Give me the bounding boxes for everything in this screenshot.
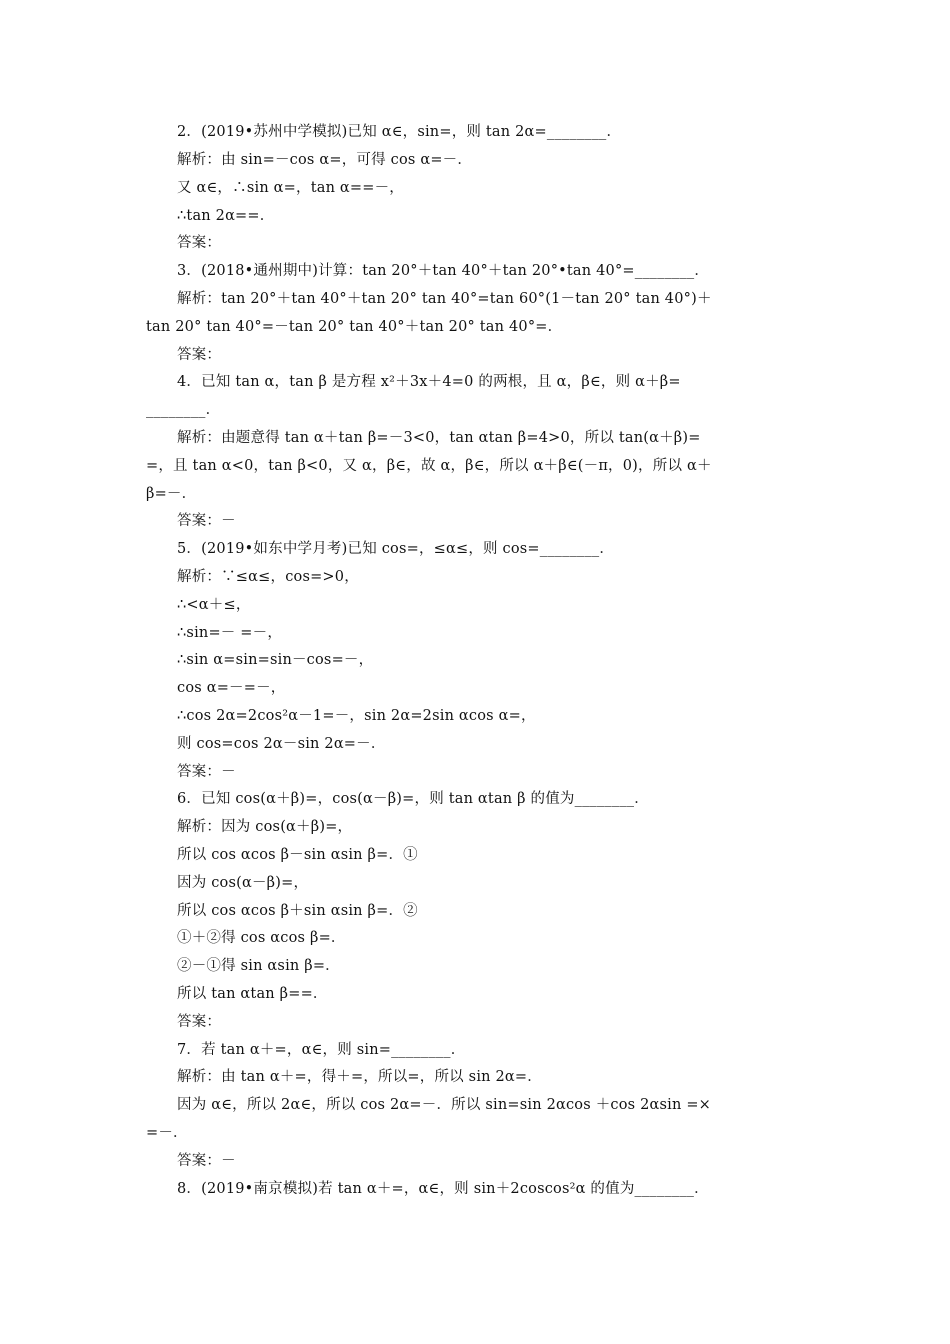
problem-6-solution-line-7: 所以 tan αtan β==．: [177, 986, 328, 1002]
problem-2-solution-line-3: ∴tan 2α==．: [177, 208, 275, 224]
problem-5-solution-line-3: ∴sin=－ =－，: [177, 625, 283, 641]
problem-4-solution-line-3: β=－．: [146, 486, 197, 502]
problem-5-solution-line-2: ∴<α＋≤，: [177, 597, 251, 613]
problem-7-solution-line-1: 解析：由 tan α＋=，得＋=，所以=，所以 sin 2α=．: [177, 1069, 542, 1085]
problem-4-statement-line-2: ________．: [146, 402, 221, 418]
problem-3-statement: 3．(2018•通州期中)计算：tan 20°＋tan 40°＋tan 20°•tan 40°=________．: [177, 263, 710, 279]
problem-6-solution-line-3: 因为 cos(α－β)=，: [177, 875, 309, 891]
problem-6-solution-line-5: ①＋②得 cos αcos β=．: [177, 930, 346, 946]
problem-7-answer: 答案：－: [177, 1153, 236, 1169]
problem-6-solution-line-6: ②－①得 sin αsin β=．: [177, 958, 340, 974]
problem-5-solution-line-6: ∴cos 2α=2cos²α－1=－，sin 2α=2sin αcos α=，: [177, 708, 536, 724]
problem-4-answer: 答案：－: [177, 513, 236, 529]
problem-7-statement: 7．若 tan α＋=，α∈，则 sin=________．: [177, 1042, 466, 1058]
problem-6-answer: 答案：: [177, 1014, 222, 1030]
problem-7-solution-line-2: 因为 α∈，所以 2α∈，所以 cos 2α=－．所以 sin=sin 2αcos ＋cos 2αsin =×: [177, 1097, 712, 1113]
problem-2-answer: 答案：: [177, 235, 222, 251]
problem-5-statement: 5．(2019•如东中学月考)已知 cos=，≤α≤，则 cos=________．: [177, 541, 615, 557]
problem-6-solution-line-1: 解析：因为 cos(α＋β)=，: [177, 819, 353, 835]
problem-2-solution-line-2: 又 α∈，∴sin α=，tan α==－，: [177, 180, 405, 196]
problem-5-solution-line-1: 解析：∵≤α≤，cos=>0，: [177, 569, 359, 585]
problem-5-answer: 答案：－: [177, 764, 236, 780]
problem-4-statement-line-1: 4．已知 tan α，tan β 是方程 x²＋3x＋4=0 的两根，且 α，β∈，则 α＋β=: [177, 374, 681, 390]
problem-7-solution-line-3: =－．: [146, 1125, 188, 1141]
problem-8-statement: 8．(2019•南京模拟)若 tan α＋=，α∈，则 sin＋2coscos²α 的值为________．: [177, 1181, 709, 1197]
problem-6-statement: 6．已知 cos(α＋β)=，cos(α－β)=，则 tan αtan β 的值为________．: [177, 791, 649, 807]
problem-3-solution-line-1: 解析：tan 20°＋tan 40°＋tan 20° tan 40°=tan 60°(1－tan 20° tan 40°)＋: [177, 291, 712, 307]
problem-2-solution-line-1: 解析：由 sin=－cos α=，可得 cos α=－．: [177, 152, 473, 168]
problem-4-solution-line-2: =，且 tan α<0，tan β<0，又 α，β∈，故 α，β∈，所以 α＋β∈(－π，0)，所以 α＋: [146, 458, 712, 474]
problem-4-solution-line-1: 解析：由题意得 tan α＋tan β=－3<0，tan αtan β=4>0，所以 tan(α＋β)=: [177, 430, 701, 446]
problem-3-solution-line-2: tan 20° tan 40°=－tan 20° tan 40°＋tan 20° tan 40°=．: [146, 319, 563, 335]
problem-3-answer: 答案：: [177, 347, 222, 363]
problem-6-solution-line-2: 所以 cos αcos β－sin αsin β=．①: [177, 847, 418, 863]
problem-5-solution-line-4: ∴sin α=sin=sin－cos=－，: [177, 652, 374, 668]
problem-5-solution-line-7: 则 cos=cos 2α－sin 2α=－．: [177, 736, 386, 752]
problem-6-solution-line-4: 所以 cos αcos β＋sin αsin β=．②: [177, 903, 418, 919]
problem-2-statement: 2．(2019•苏州中学模拟)已知 α∈，sin=，则 tan 2α=________．: [177, 124, 622, 140]
problem-5-solution-line-5: cos α=－=－，: [177, 680, 286, 696]
